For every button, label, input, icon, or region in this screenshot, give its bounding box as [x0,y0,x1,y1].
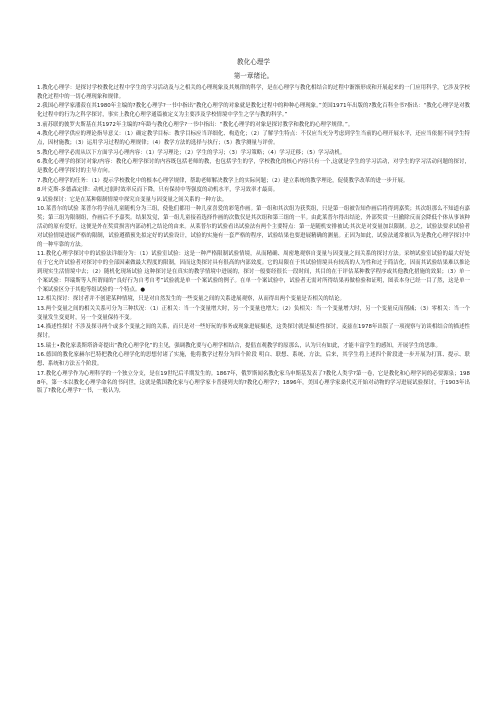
paragraph-list [37,84,470,396]
paragraph: 3.前苏联的彼罗夫斯基在其1972年主编的?年龄与教化心理学?一书中指出：“教化心理学的对象是探讨教学和教化的心理学规律。”。 [37,121,354,128]
paragraph: 2.我国心理学家潘菽在其1980年主编的?教化心理学?一书中指出“教化心理学的对象就是教化过程中的种种心理现象。”美国1971年出版的?教化百科全书?指出：“教化心理学是对教化过程中的行为之科学探讨，事实上教化心理学通篇被定义为主要涉及学校情境中学生之学与教的科学。” [37,103,470,119]
paragraph: 8.叶克斯-多德森定律：动机过弱时效率反而下降，只有保持中等强度的动机水平，学习效率才最高。 [37,187,279,194]
paragraph: 4.教化心理学供应的理论指导意义：（1）确定教学目标：教学目标应当详细化、构造化；（2）了解学生特点：不仅应当充分考虑到学生当前的心理开展水平，还应当依据不同学生特点，因材施教；（3）运用学习过程的心理规律；（4）教学方法的选择与执行；（5）教学测量与评价。 [37,131,470,147]
paragraph: 15.瑞士•教化家裴斯塔洛奇提出“教化心理学化”的主见，强调教化要与心理学相结合，提倡直观教学的原那么，认为只有如此，才能丰富学生的感知，开展学生的思维。 [37,342,441,349]
paragraph: 6.教化心理学的探讨对象/内容：教化心理学探讨的内容既包括老师的教，也包括学生的学，学校教化的核心内容只有一个,这就是学生的学习活动，对学生的学习活动问题的探讨，是教化心理学探讨的主导方向。 [37,159,470,175]
paragraph: 17.教化心理学作为心理科学的一个独立分支，是在19世纪后半期发生的。1867年，俄罗斯闻名教化家乌申斯基发表了?教化人类学?第一卷，它是教化和心理学问的必要源泉；1988年，第一本以教化心理学命名的书问世，这就是俄国教化家与心理学家卡普捷列夫的?教化心理学?；1896年，美国心理学家桑代克开始对动物的学习进展试验探讨，于1903年出版了?教化心理学?一书，一般认为, [37,370,470,395]
paragraph: 11.教化心理学探讨中的试验法详细分为：（1）试验室试验：这是一种严格限制试验情境，从而精确、周密地观察自变量与因变量之间关系的探讨方法。采纳试验室试验的最大好处在于它允许试验者对探讨中的全部因素做最大程度的限制，因而这类探讨具有很高的内部效度。它的局限在于其试验情境具有较高的人为性和过于简洁化，因而其试验结果难以推论到现实生活情境中去；（2）随机化现场试验 这种探讨是在真实的教学情境中进展的，探讨一般要经很长一段时间，其目的在于评估某种教学程序或其他教化措施的效果；（3）单一个案试验：拜瑞斯等人所谓闻的“良好行为自考自考”试验就是单一个案试验的例子。在单一个案试验中，试验者无需对所得结果再做检验和证明，图表本身已经一目了然，这是单一个案试验区分于其他等组试验的一个特点。● [37,251,470,293]
chapter-title: 第一章绪论。 [233,72,274,80]
paragraph: 5.教化心理学必需从以下方面学习心理内容：（1）学习理论；（2）学生的学习；（3）学习策略；（4）学习迁移；（5）学习动机。 [37,149,346,156]
paragraph: 13.两个变量之间的相关关系可分为三种状况：（1）正相关：当一个变量增大时，另一个变量也增大；（2）负相关：当一个变量增大时，另一个变量反而削减；（3）零相关：当一个变量发生变更时，另一个变量保持不变。 [37,305,470,321]
paragraph: 9.试验探讨：它是在某种限制情境中探究自变量与因变量之间关系的一种方法。 [37,196,228,203]
paragraph: 12.相关探讨：探讨者并不创建某种情境，只是对自然发生的一些变量之间的关系进展观察，从而得出两个变量是否相关的结论。 [37,296,345,303]
paragraph: 14.描述性探讨 不涉及探寻两个或多个变量之间的关系，而只是对一些好玩的事务或现象进展描述，这类探讨就是描述性探讨，麦兹在1978年出版了一项视察与访谈相结合的描述性探讨。 [37,324,470,340]
paragraph: 10.莱普尔的试验 莱普尔将学前儿童随机分为三组，使他们都用一种儿童喜爱的彩笔作画。第一组和其次组为获奖组，只是第一组被告知作画后将得到嘉奖；其次组那么不知道有嘉奖；第三组为限制组，作画后不予嘉奖。结果发觉，第一组儿童接着选择作画的次数仅是其次组和第三组的一半。由此莱普尔得出结论，外部奖赏一旦撤除反而会降低个体从事该种活动的原有爱好。这便是外在奖赏损害内部动机之结论的由来。从莱普尔的试验看出试验法有两个主要特点：第一是随机安排被试;其次是对变量加以限制。总之，试验法要求试验者对试验情境进展严格的限制，试验遵循预先拟定好的试验设计，试验的实施有一套严格的程序，试验结果也要进展精确的测量。正因为如此，试验法通常被认为是教化心理学探讨中的一种牢靠的方法。 [37,206,470,248]
document-title: 教化心理学 [237,58,270,66]
paragraph: 1.教化心理学：是探讨学校教化过程中学生的学习活动及与之相关的心理现象及其规律的科学，是在心理学与教化相结合的过程中渐渐形成和开展起来的一门应用科学，它涉及学校教化过程中的一切心理现象和规律。 [37,85,470,100]
paragraph: 7.教化心理学的任务：（1）提示学校教化中的根本心理学规律，帮助老师解决教学上的实际问题；（2）建立系统的教学理论，促使教学改革的进一步开展。 [37,177,409,184]
paragraph: 16.德国的教化家赫尔巴特把教化心理学化的思想付诸了实施，他将教学过程分为四个阶段 明白、联想、系统、方法，后来，其学生将上述四个阶段进一步开展为打算、提示、联想、系统和方法五个阶段。 [37,352,470,368]
